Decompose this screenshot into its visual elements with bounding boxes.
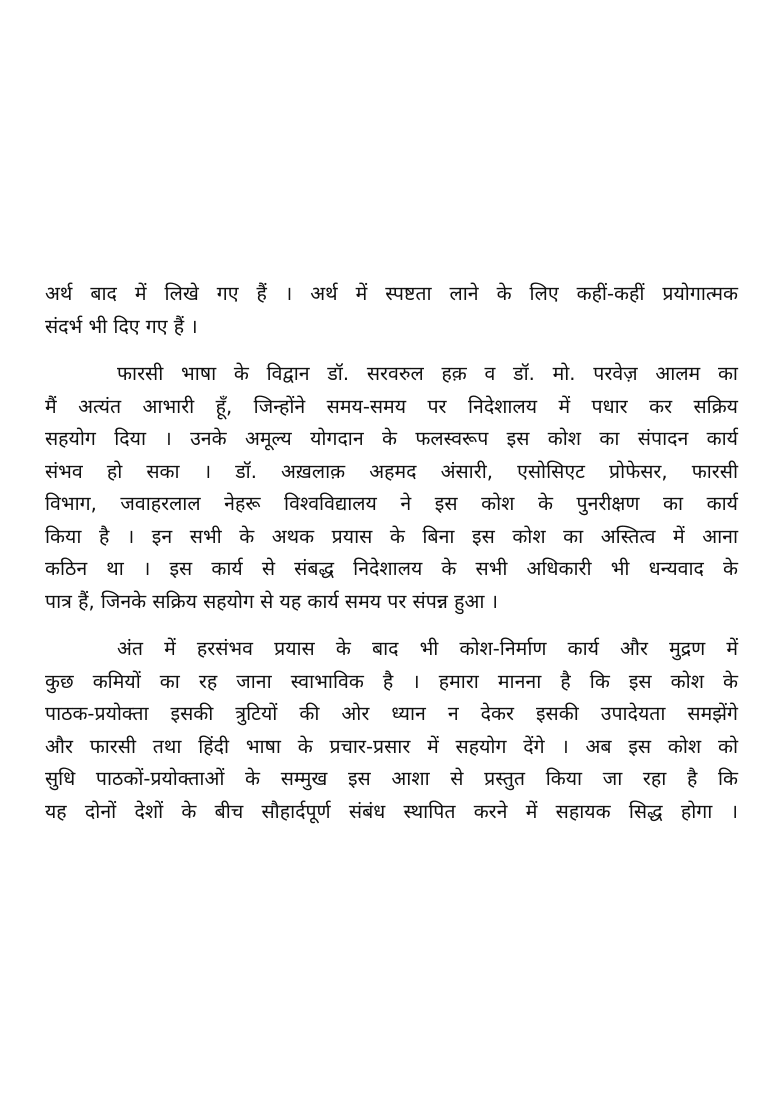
paragraph-2 [45,358,738,618]
text-line: अर्थ बाद में लिखे गए हैं । अर्थ में स्पष्टता लाने के लिए कहीं-कहीं प्रयोगात्मक [45,282,738,305]
text-line: और फारसी तथा हिंदी भाषा के प्रचार-प्रसार में सहयोग देंगे । अब इस कोश को [45,734,738,758]
text-line: पाठक-प्रयोक्ता इसकी त्रुटियों की ओर ध्यान न देकर इसकी उपादेयता समझेंगे [45,702,738,725]
text-line: किया है । इन सभी के अथक प्रयास के बिना इस कोश का अस्तित्व में आना [45,524,738,548]
text-line: संभव हो सका । डॉ. अख़लाक़ अहमद अंसारी, एसोसिएट प्रोफेसर, फारसी [45,459,738,483]
paragraph-1 [45,278,738,343]
text-line: फारसी भाषा के विद्वान डॉ. सरवरुल हक़ व डॉ. मो. परवेज़ आलम का [117,362,738,385]
text-line: यह दोनों देशों के बीच सौहार्दपूर्ण संबंध स्थापित करने में सहायक सिद्ध होगा । [45,799,738,823]
body-text [45,278,738,828]
text-line: पात्र हैं, जिनके सक्रिय सहयोग से यह कार्य समय पर संपन्न हुआ । [45,589,498,613]
text-line: कठिन था । इस कार्य से संबद्ध निदेशालय के सभी अधिकारी भी धन्यवाद के [45,557,738,580]
text-line: विभाग, जवाहरलाल नेहरू विश्वविद्यालय ने इस कोश के पुनरीक्षण का कार्य [45,492,738,515]
paragraph-3 [45,633,738,828]
text-line: अंत में हरसंभव प्रयास के बाद भी कोश-निर्माण कार्य और मुद्रण में [117,637,738,660]
text-line: सुधि पाठकों-प्रयोक्ताओं के सम्मुख इस आशा से प्रस्तुत किया जा रहा है कि [45,767,738,790]
text-line: संदर्भ भी दिए गए हैं । [45,314,198,338]
text-line: कुछ कमियों का रह जाना स्वाभाविक है । हमारा मानना है कि इस कोश के [45,669,738,693]
text-line: सहयोग दिया । उनके अमूल्य योगदान के फलस्वरूप इस कोश का संपादन कार्य [45,427,738,450]
text-line: मैं अत्यंत आभारी हूँ, जिन्होंने समय-समय पर निदेशालय में पधार कर सक्रिय [45,394,738,418]
